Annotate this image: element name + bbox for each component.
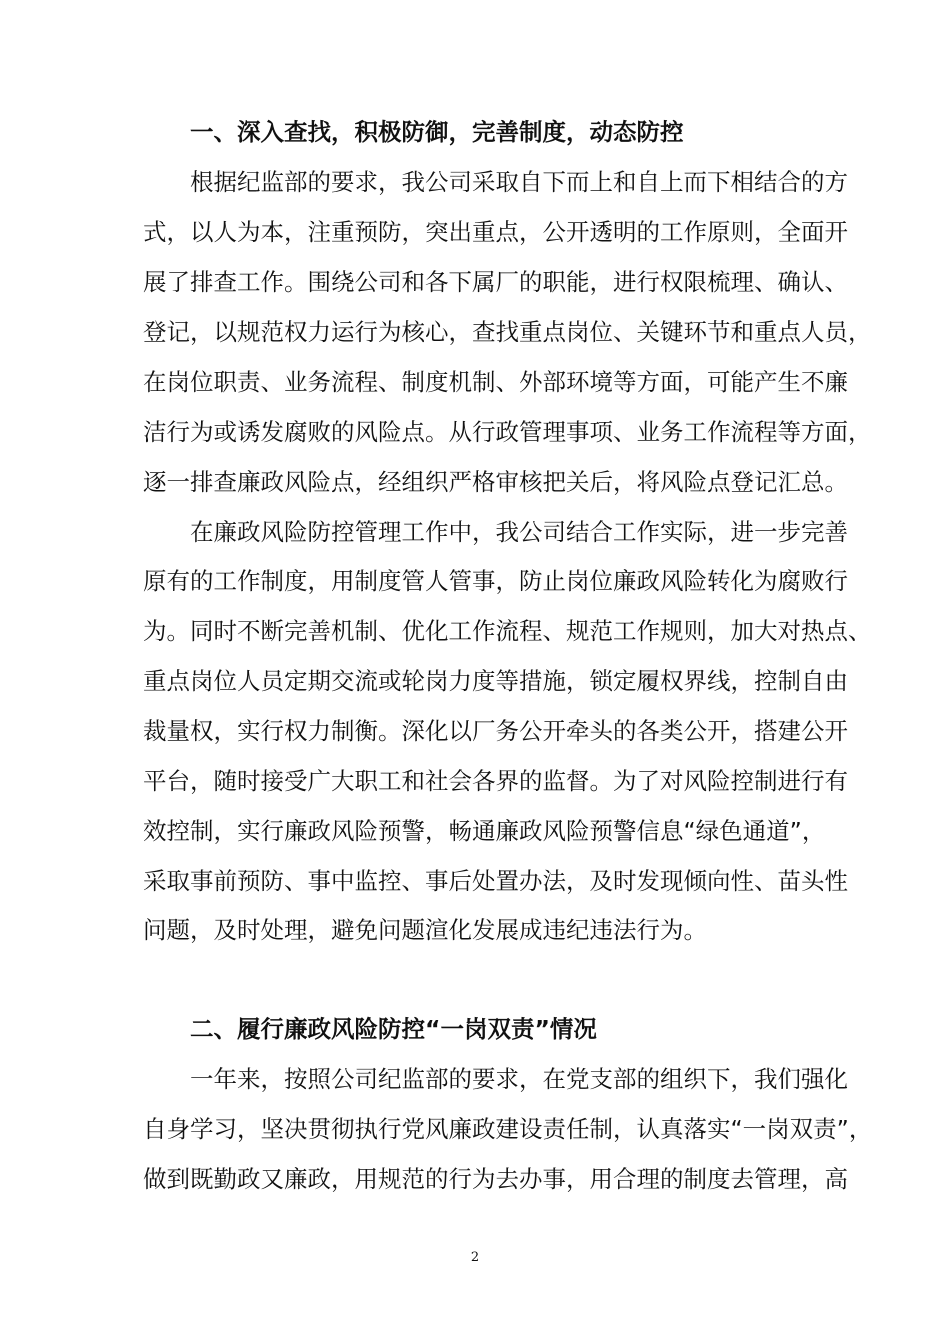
section-1-paragraph-1-line-4: 登记，以规范权力运行为核心，查找重点岗位、关键环节和重点人员，	[143, 318, 872, 346]
section-2-paragraph-1-line-3: 做到既勤政又廉政，用规范的行为去办事，用合理的制度去管理，高	[143, 1165, 848, 1193]
section-1-paragraph-1-line-7: 逐一排查廉政风险点，经组织严格审核把关后，将风险点登记汇总。	[143, 468, 848, 496]
section-1-paragraph-2-line-3: 为。同时不断完善机制、优化工作流程、规范工作规则，加大对热点、	[143, 617, 872, 645]
section-2-heading: 二、履行廉政风险防控“一岗双责”情况	[190, 1015, 597, 1043]
section-1-paragraph-1-line-6: 洁行为或诱发腐败的风险点。从行政管理事项、业务工作流程等方面，	[143, 418, 872, 446]
section-2-paragraph-1-line-1: 一年来，按照公司纪监部的要求，在党支部的组织下，我们强化	[190, 1065, 848, 1093]
section-1-paragraph-2-line-9: 问题，及时处理，避免问题渲化发展成违纪违法行为。	[143, 916, 707, 944]
section-1-paragraph-1-line-2: 式，以人为本，注重预防，突出重点，公开透明的工作原则，全面开	[143, 218, 848, 246]
section-1-paragraph-2-line-8: 采取事前预防、事中监控、事后处置办法，及时发现倾向性、苗头性	[143, 867, 848, 895]
section-1-paragraph-2-line-1: 在廉政风险防控管理工作中，我公司结合工作实际，进一步完善	[190, 518, 848, 546]
page-number: 2	[470, 1250, 480, 1265]
section-1-paragraph-2-line-4: 重点岗位人员定期交流或轮岗力度等措施，锁定履权界线，控制自由	[143, 667, 848, 695]
section-1-paragraph-1-line-3: 展了排查工作。围绕公司和各下属厂的职能，进行权限梳理、确认、	[143, 268, 848, 296]
section-1-paragraph-2-line-5: 裁量权，实行权力制衡。深化以厂务公开牵头的各类公开，搭建公开	[143, 717, 848, 745]
section-1-paragraph-1-line-5: 在岗位职责、业务流程、制度机制、外部环境等方面，可能产生不廉	[143, 368, 848, 396]
section-1-paragraph-1-line-1: 根据纪监部的要求，我公司采取自下而上和自上而下相结合的方	[190, 168, 848, 196]
section-1-paragraph-2-line-2: 原有的工作制度，用制度管人管事，防止岗位廉政风险转化为腐败行	[143, 567, 848, 595]
section-2-paragraph-1-line-2: 自身学习，坚决贯彻执行党风廉政建设责任制，认真落实“一岗双责”，	[143, 1115, 873, 1143]
section-1-paragraph-2-line-7: 效控制，实行廉政风险预警，畅通廉政风险预警信息“绿色通道”，	[143, 817, 826, 845]
section-1-heading: 一、深入查找，积极防御，完善制度，动态防控	[190, 118, 684, 146]
section-1-paragraph-2-line-6: 平台，随时接受广大职工和社会各界的监督。为了对风险控制进行有	[143, 767, 848, 795]
